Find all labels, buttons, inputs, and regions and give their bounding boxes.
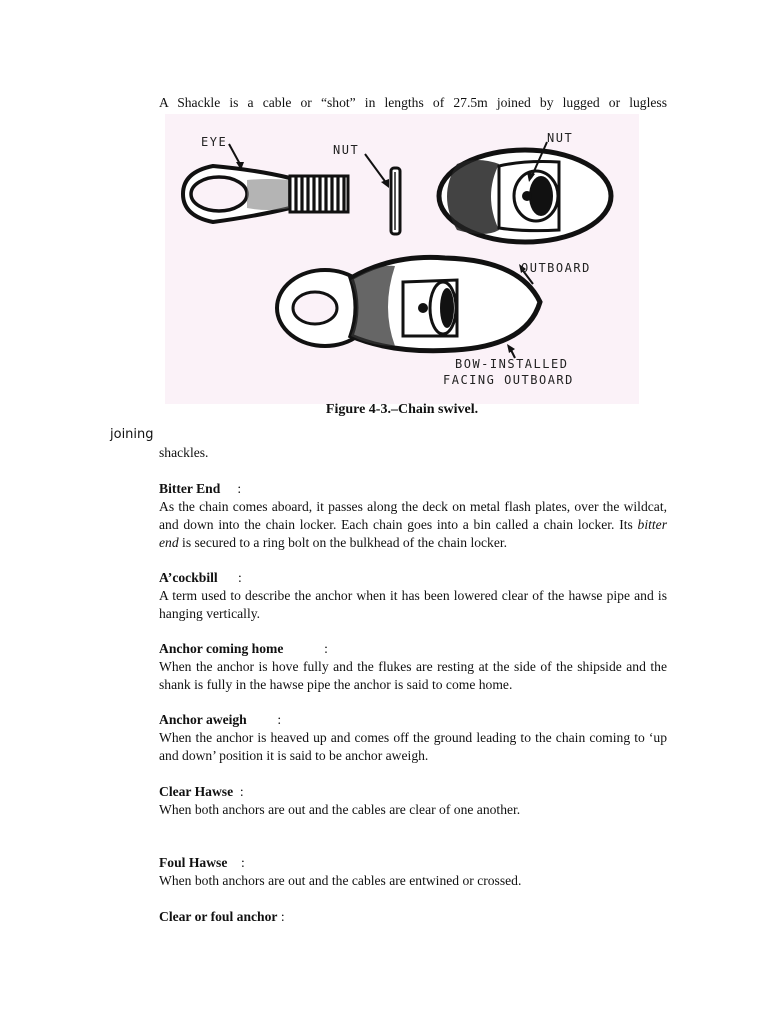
definition-text: As the chain comes aboard, it passes along the deck on metal flash plates, over the wildcat, and down into the chain locker. Each chain goes into a bin called a chain locker. Its <box>159 499 667 532</box>
joining-word: joining <box>110 427 154 442</box>
swivel-body-drawing <box>439 150 611 242</box>
term-heading: Foul Hawse <box>159 855 228 870</box>
term-colon: : <box>324 641 328 656</box>
term-colon: : <box>277 712 282 727</box>
installed-swivel-drawing <box>277 257 540 350</box>
intro-paragraph: A Shackle is a cable or “shot” in lengths of 27.5m joined by lugged or lugless <box>159 95 667 110</box>
term-definition <box>159 498 667 552</box>
label-outboard: OUTBOARD <box>521 261 591 275</box>
label-bow-installed: BOW-INSTALLED <box>455 357 569 371</box>
term-pad <box>218 570 238 585</box>
term-definition: When both anchors are out and the cables are entwined or crossed. <box>159 873 522 888</box>
term-heading: Bitter End <box>159 481 221 496</box>
label-nut-right: NUT <box>547 131 574 145</box>
term-anchor-coming-home <box>159 640 667 694</box>
term-colon: : <box>239 784 244 799</box>
term-colon: : <box>280 909 285 924</box>
chain-swivel-figure <box>165 114 639 404</box>
term-definition: When the anchor is heaved up and comes off the ground leading to the chain coming to ‘up and down’ position it is said to be anchor aweigh. <box>159 730 667 763</box>
eye-bolt-drawing <box>183 166 348 222</box>
term-acockbill <box>159 569 667 623</box>
term-heading: Anchor aweigh <box>159 712 247 727</box>
term-anchor-aweigh <box>159 711 667 765</box>
definition-italic-text: bitter end <box>159 517 667 550</box>
chain-swivel-illustration <box>165 114 639 404</box>
term-clear-hawse <box>159 783 667 819</box>
term-pad <box>227 855 241 870</box>
term-pad <box>247 712 278 727</box>
term-foul-hawse <box>159 854 667 890</box>
term-pad <box>233 784 240 799</box>
term-definition: When both anchors are out and the cables are clear of one another. <box>159 802 521 817</box>
label-nut-left: NUT <box>333 143 360 157</box>
term-colon: : <box>238 570 242 585</box>
definition-text-tail: is secured to a ring bolt on the bulkhead of the chain locker. <box>178 535 508 550</box>
term-pad <box>220 481 237 496</box>
term-bitter-end <box>159 480 667 552</box>
label-facing-outboard: FACING OUTBOARD <box>443 373 574 387</box>
term-definition: When the anchor is hove fully and the flukes are resting at the side of the shipside and the shank is fully in the hawse pipe the anchor is said to come home. <box>159 659 667 692</box>
term-heading: Anchor coming home <box>159 641 284 656</box>
term-heading: Clear Hawse <box>159 784 234 799</box>
term-colon: : <box>240 855 245 870</box>
term-colon: : <box>237 481 242 496</box>
nut-pin-drawing <box>391 168 400 234</box>
shackles-word: shackles. <box>159 445 209 460</box>
figure-caption: Figure 4-3.–Chain swivel. <box>325 402 479 417</box>
term-pad <box>283 641 324 656</box>
term-heading: A’cockbill <box>159 570 218 585</box>
term-definition: A term used to describe the anchor when it has been lowered clear of the hawse pipe and is hanging vertically. <box>159 588 667 621</box>
label-eye: EYE <box>201 135 228 149</box>
term-heading: Clear or foul anchor <box>159 909 278 924</box>
term-clear-or-foul-anchor <box>159 908 667 926</box>
